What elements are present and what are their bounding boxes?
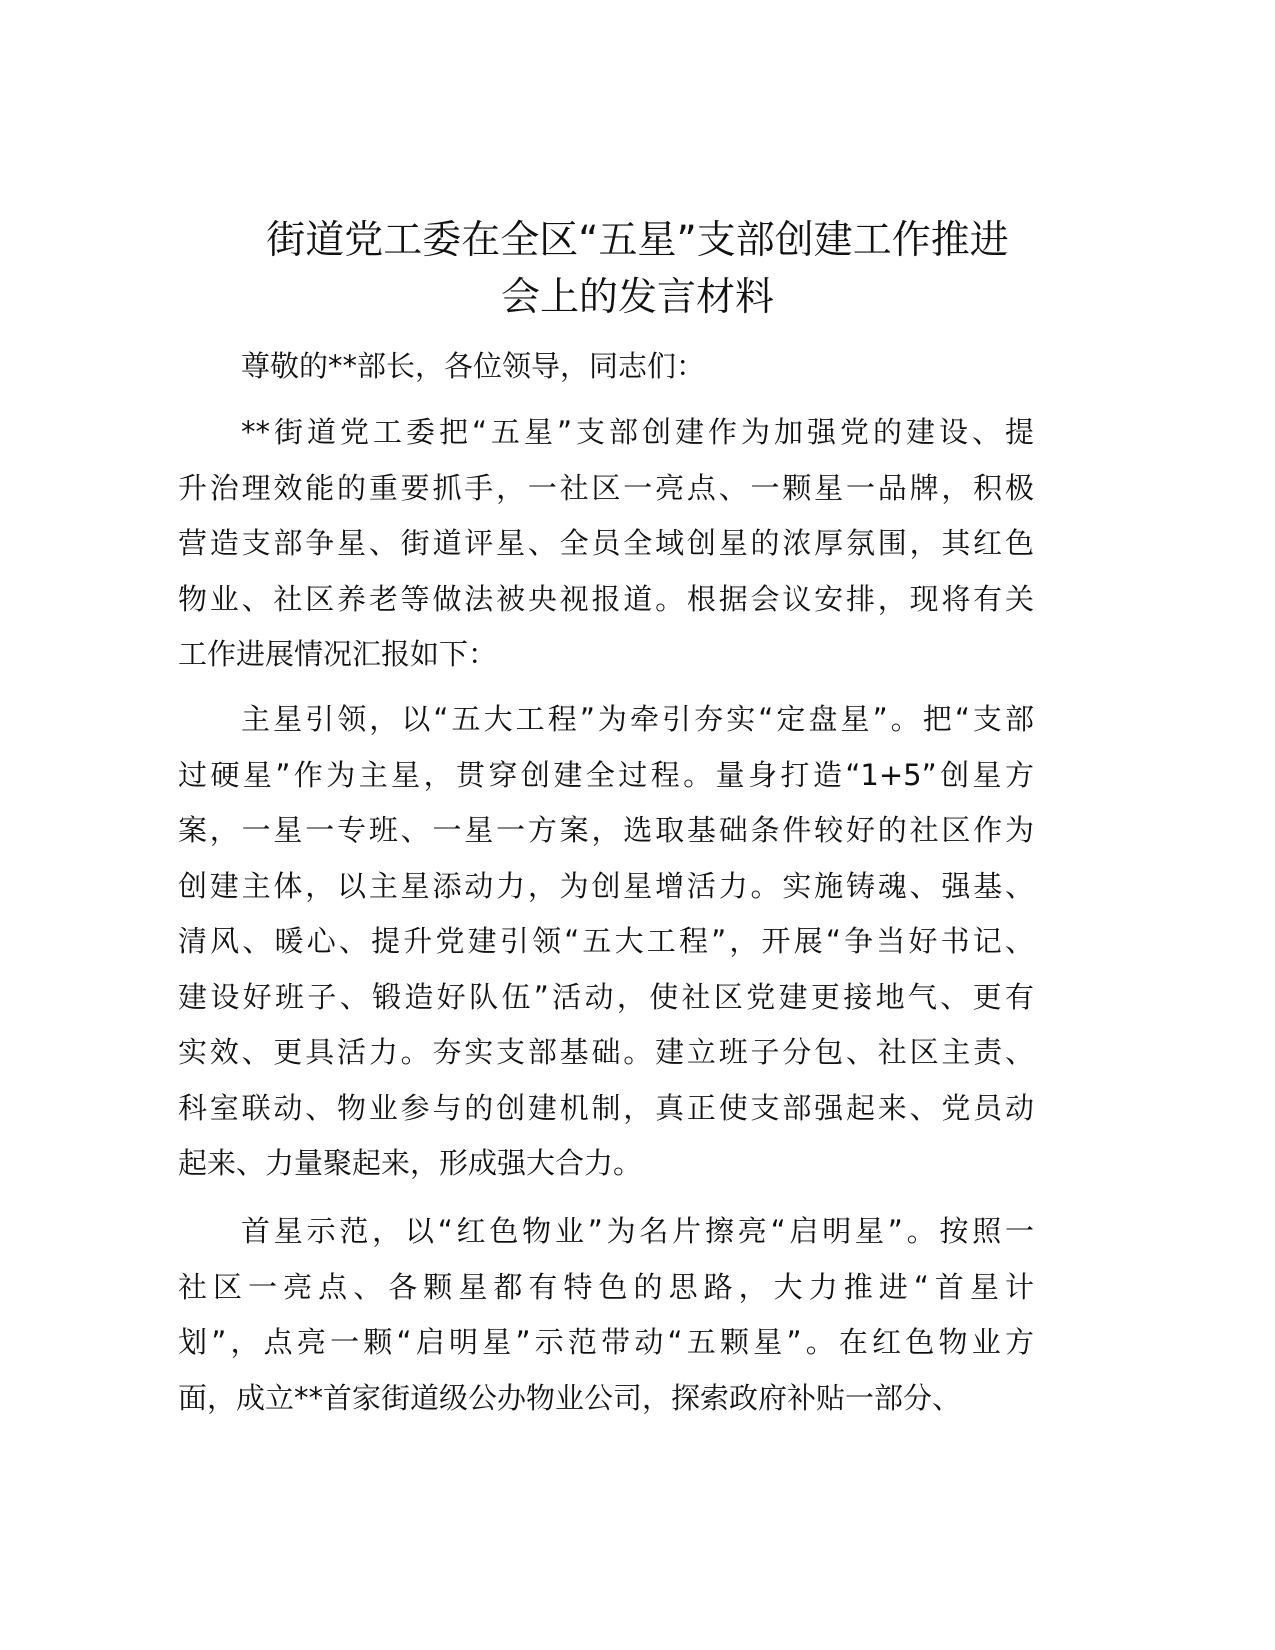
paragraph-line: 营造支部争星、街道评星、全员全域创星的浓厚氛围，其红色 <box>178 526 1034 560</box>
paragraph-line: 工作进展情况汇报如下： <box>178 637 498 671</box>
paragraph-line: 物业、社区养老等做法被央视报道。根据会议安排，现将有关 <box>178 581 1034 616</box>
paragraph-line: 创建主体，以主星添动力，为创星增活力。实施铸魂、强基、 <box>178 868 1034 903</box>
paragraph-main-star <box>178 692 1034 1192</box>
paragraph-first-star <box>178 1204 1034 1426</box>
paragraph-line: 建设好班子、锻造好队伍”活动，使社区党建更接地气、更有 <box>178 979 1034 1014</box>
paragraph-line: 过硬星”作为主星，贯穿创建全过程。量身打造“1+5”创星方 <box>178 757 1034 792</box>
paragraph-line: 划”，点亮一颗“启明星”示范带动“五颗星”。在红色物业方 <box>178 1325 1034 1359</box>
paragraph-line: 科室联动、物业参与的创建机制，真正使支部强起来、党员动 <box>178 1090 1034 1125</box>
salutation-text: 尊敬的**部长，各位领导，同志们： <box>241 349 706 383</box>
paragraph-line: **街道党工委把“五星”支部创建作为加强党的建设、提 <box>241 415 1034 449</box>
paragraph-line: 首星示范，以“红色物业”为名片擦亮“启明星”。按照一 <box>241 1214 1034 1248</box>
paragraph-line: 案，一星一专班、一星一方案，选取基础条件较好的社区作为 <box>178 813 1034 847</box>
paragraph-line: 社区一亮点、各颗星都有特色的思路，大力推进“首星计 <box>178 1269 1034 1304</box>
paragraph-line: 起来、力量聚起来，形成强大合力。 <box>178 1146 643 1180</box>
salutation <box>178 339 1034 395</box>
title-line: 会上的发言材料 <box>500 275 774 320</box>
paragraph-line: 实效、更具活力。夯实支部基础。建立班子分包、社区主责、 <box>178 1035 1034 1069</box>
title-line: 街道党工委在全区“五星”支部创建工作推进 <box>266 218 1009 263</box>
paragraph-line: 面，成立**首家街道级公办物业公司，探索政府补贴一部分、 <box>178 1380 962 1415</box>
document-title <box>150 212 1125 326</box>
paragraph-intro <box>178 405 1034 683</box>
paragraph-line: 主星引领，以“五大工程”为牵引夯实“定盘星”。把“支部 <box>241 702 1034 736</box>
paragraph-line: 清风、暖心、提升党建引领“五大工程”，开展“争当好书记、 <box>178 924 1034 958</box>
paragraph-line: 升治理效能的重要抓手，一社区一亮点、一颗星一品牌，积极 <box>178 470 1034 505</box>
